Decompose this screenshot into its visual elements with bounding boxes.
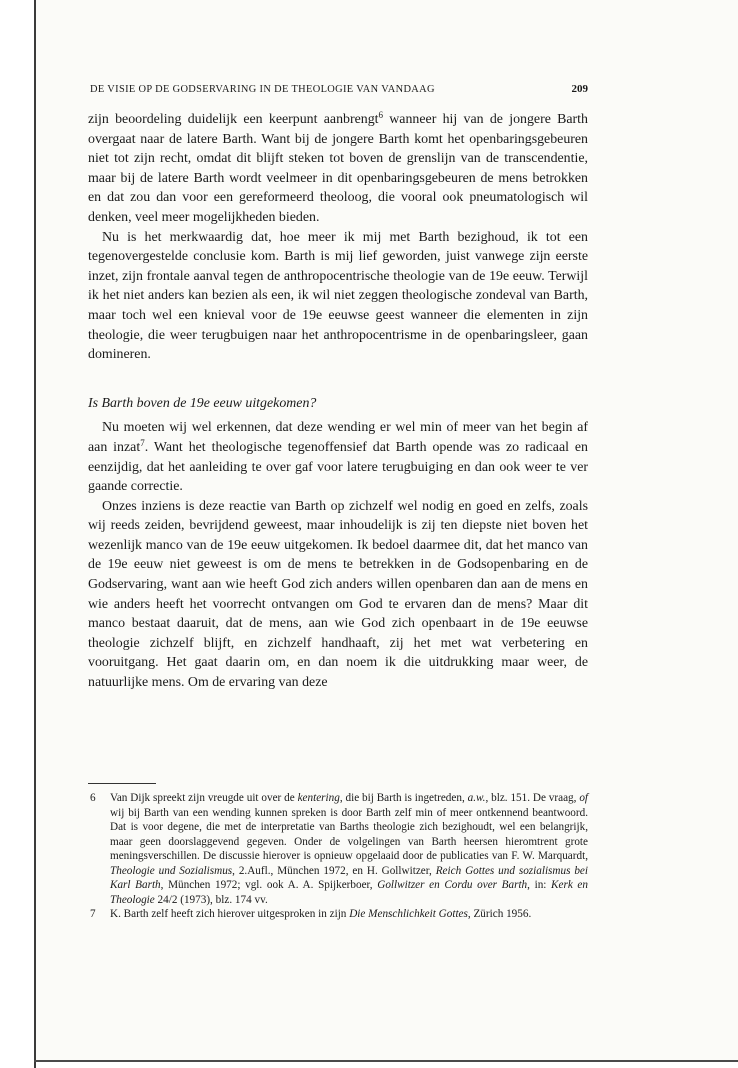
paragraph-1-text-a: zijn beoordeling duidelijk een keerpunt aanbrengt: [88, 112, 379, 127]
page-number: 209: [571, 83, 588, 95]
paragraph-4: Onzes inziens is deze reactie van Barth op zichzelf wel nodig en goed en zelfs, zoals wij reeds zeiden, bevrijdend geweest, maar inhoudelijk is zij ten diepste niet boven het wezenlijk manco van de 19e eeuw uitgekomen. Ik bedoel daarmee dit, dat het manco van de 19e eeuw niet geweest is om de mens te betrekken in de Godsopenbaring en de Godservaring, want aan wie heeft God zich anders willen openbaren dan aan de mens en wie anders heeft het voorrecht ontvangen om God te ervaren dan de mens? Maar dit manco bestaat daaruit, dat de mens, aan wie God zich openbaart in de 19e eeuwse theologie zichzelf blijft, en zichzelf handhaaft, zij het met wat verbetering en vooruitgang. Het gaat daarin om, en dan noem ik die uitdrukking maar weer, de natuurlijke mens. Om de ervaring van deze: [88, 498, 588, 691]
footnote-ref-6: 6: [378, 110, 384, 120]
footnote-text: K. Barth zelf heeft zich hierover uitgesproken in zijn Die Menschlichkeit Gottes, Zürich 1956.: [110, 908, 532, 920]
footnote-number: 7: [90, 908, 96, 920]
running-title: DE VISIE OP DE GODSERVARING IN DE THEOLOGIE VAN VANDAAG: [90, 84, 435, 95]
paragraph-3-text-a: Nu moeten wij wel erkennen, dat deze wending er wel min of meer van het begin af aan inzat: [88, 420, 588, 455]
footnote-7: [88, 907, 588, 922]
running-header: [90, 83, 588, 95]
footnote-number: 6: [90, 792, 96, 804]
footnote-text: Van Dijk spreekt zijn vreugde uit over de kentering, die bij Barth is ingetreden, a.w., blz. 151. De vraag, of wij bij Barth van een wending kunnen spreken is door Barth zelf min of meer ontkennend beantwoord. Dat is voor degene, die met de interpretatie van Barths theologie zich bezighoudt, wel een belangrijk, maar geen doorslaggevend gegeven. Onder de volgelingen van Barth heersen hieromtrent grote meningsverschillen. De discussie hierover is opnieuw opgelaaid door de publicaties van F. W. Marquardt, Theologie und Sozialismus, 2.Aufl., München 1972, en H. Gollwitzer, Reich Gottes und sozialismus bei Karl Barth, München 1972; vgl. ook A. A. Spijkerboer, Gollwitzer en Cordu over Barth, in: Kerk en Theologie 24/2 (1973), blz. 174 vv.: [110, 792, 589, 906]
body-text: [88, 110, 588, 693]
scan-edge-bottom: [34, 1060, 738, 1062]
footnote-ref-7: 7: [140, 437, 145, 448]
footnote-divider: [88, 783, 156, 784]
footnotes: [88, 791, 588, 922]
paragraph-2: Nu is het merkwaardig dat, hoe meer ik mij met Barth bezighoud, ik tot een tegenovergestelde conclusie kom. Barth is mij lief geworden, juist vanwege zijn eerste inzet, zijn frontale aanval tegen de anthropocentrische theologie van de 19e eeuw. Terwijl ik het niet anders kan bezien als een, ik wil niet zeggen theologische zondeval van Barth, maar toch wel een knieval voor de 19e eeuwse geest wanneer die elementen in zijn theologie, die weer terugbuigen naar het anthropocentrisme in de openbaringsleer, gaan domineren.: [88, 229, 588, 363]
paragraph-1-text-b: wanneer hij van de jongere Barth overgaat naar de latere Barth. Want bij de jongere Barth komt het openbaringsgebeuren niet tot zijn recht, omdat dit blijft steken tot boven de grenslijn van de transcendentie, maar bij de latere Barth wordt veelmeer in dit openbaringsgebeuren de mens betrokken en dat zou dan voor een gereformeerd theoloog, die vooral ook pneumatologisch wil denken, veel meer mogelijkheden bieden.: [88, 112, 588, 225]
paragraph-1: [88, 110, 588, 228]
paragraph-3: [88, 418, 588, 496]
footnote-6: [88, 791, 588, 907]
paragraph-3-text-b: . Want het theologische tegenoffensief dat Barth opende was zo radicaal en eenzijdig, dat het aanleiding te over gaf voor latere terugbuiging en dan ook weer te ver gaande correctie.: [88, 439, 588, 495]
section-heading: Is Barth boven de 19e eeuw uitgekomen?: [88, 395, 317, 411]
